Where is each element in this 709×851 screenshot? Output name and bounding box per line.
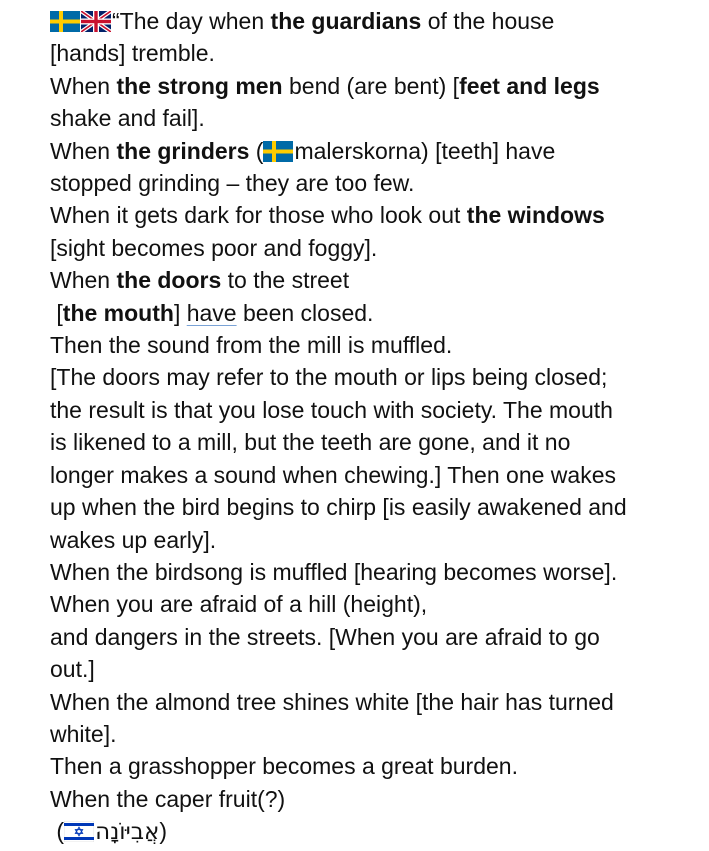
text-line-22: When the almond tree shines white [the hair has turned: [50, 688, 614, 715]
text-line-12: [The doors may refer to the mouth or lips being closed;: [50, 364, 608, 391]
text-line-8: [sight becomes poor and foggy].: [50, 234, 378, 261]
term-windows: the windows: [466, 202, 605, 229]
term-strong-men: the strong men: [116, 72, 283, 99]
text-line-6: stopped grinding – they are too few.: [50, 170, 415, 197]
term-grinders: the grinders: [116, 137, 250, 164]
line-26-text: (: [50, 818, 65, 845]
line-7-text: When it gets dark for those who look out: [50, 202, 467, 229]
text-line-3: [50, 70, 680, 102]
text-line-14: is likened to a mill, but the teeth are gone, and it no: [50, 429, 571, 456]
uk-flag-icon: [81, 11, 111, 32]
text-line-19: When you are afraid of a hill (height),: [50, 591, 428, 618]
text-line-11: Then the sound from the mill is muffled.: [50, 332, 453, 359]
document-body: [50, 5, 680, 849]
text-line-17: wakes up early].: [50, 526, 217, 553]
text-line-13: the result is that you lose touch with society. The mouth: [50, 396, 613, 423]
line-1-text-b: of the house: [421, 8, 555, 34]
line-5-text: When: [50, 137, 117, 164]
text-line-7: [50, 199, 680, 231]
text-line-21: out.]: [50, 656, 95, 683]
text-line-18: When the birdsong is muffled [hearing becomes worse].: [50, 558, 618, 585]
text-line-16: up when the bird begins to chirp [is easily awakened and: [50, 494, 627, 521]
text-line-26: [50, 815, 680, 848]
text-line-9: [50, 264, 680, 296]
text-line-24: Then a grasshopper becomes a great burden.: [50, 753, 518, 780]
term-feet-and-legs: feet and legs: [459, 72, 600, 99]
line-10-text: [: [50, 299, 63, 326]
line-10-text-c: been closed.: [236, 299, 374, 326]
term-mouth: the mouth: [62, 299, 174, 326]
line-3-text: When: [50, 72, 117, 99]
sweden-flag-icon: [50, 11, 80, 32]
text-line-20: and dangers in the streets. [When you are afraid to go: [50, 623, 600, 650]
text-line-23: white].: [50, 720, 117, 747]
line-10-text-b: ]: [173, 299, 187, 326]
line-9-text-b: to the street: [221, 267, 350, 294]
text-line-5: [50, 135, 680, 167]
line-26-text-b: ): [159, 818, 168, 845]
israel-flag-icon: [64, 821, 94, 842]
hebrew-word: אֲבִיּוֹנָה: [95, 819, 160, 846]
text-line-4: shake and fail].: [50, 105, 205, 132]
text-line-15: longer makes a sound when chewing.] Then one wakes: [50, 461, 616, 488]
line-3-text-b: bend (are bent) [: [282, 72, 460, 99]
line-1-text: “The day when: [112, 8, 271, 34]
spellcheck-word-have[interactable]: have: [186, 299, 237, 326]
term-guardians: the guardians: [270, 8, 422, 34]
text-line-2: [hands] tremble.: [50, 40, 215, 67]
text-line-10: [50, 297, 680, 329]
text-line-1: [50, 5, 680, 37]
line-5-text-c: malerskorna) [teeth] have: [294, 137, 556, 164]
term-doors: the doors: [116, 267, 222, 294]
line-9-text: When: [50, 267, 117, 294]
line-5-text-b: (: [249, 137, 264, 164]
sweden-flag-icon: [263, 141, 293, 162]
text-line-25: When the caper fruit(?): [50, 785, 286, 812]
